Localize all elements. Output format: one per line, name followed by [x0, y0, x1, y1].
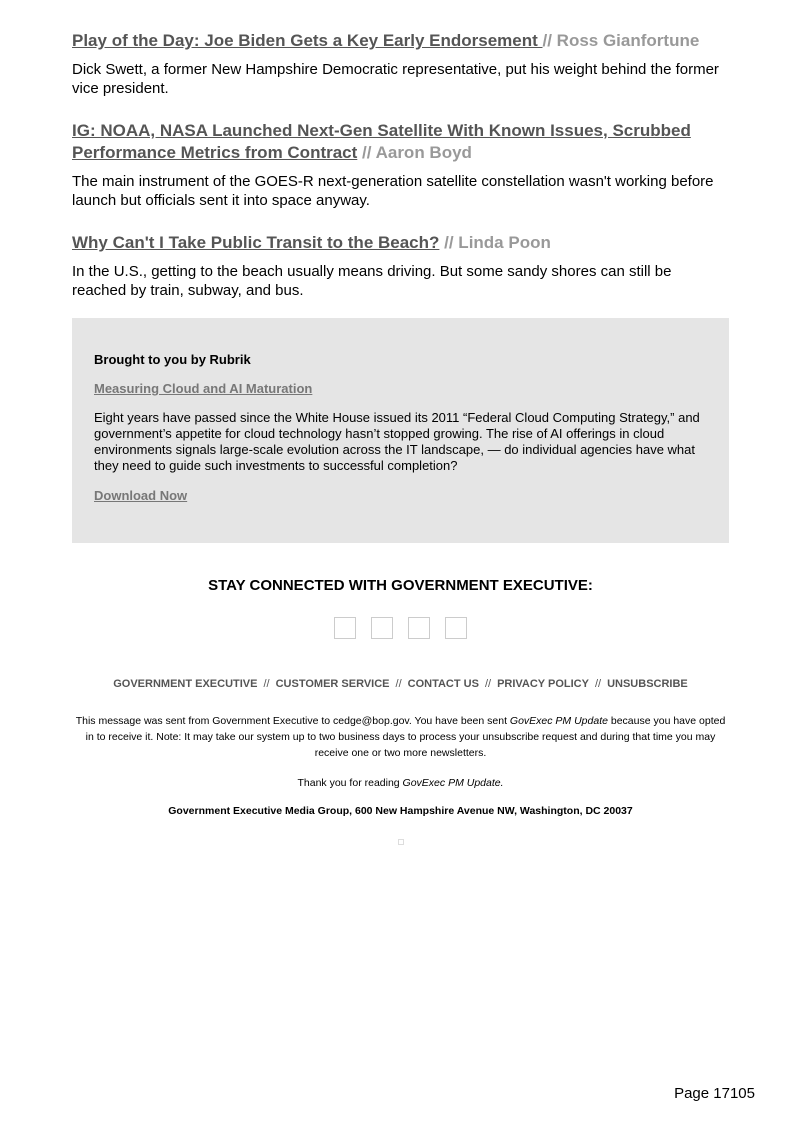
footer-link-unsubscribe[interactable]: UNSUBSCRIBE	[607, 678, 688, 690]
article-summary: The main instrument of the GOES-R next-generation satellite constellation wasn't working before launch but officials sent it into space anyway.	[72, 173, 714, 209]
footer-link-customer-service[interactable]: CUSTOMER SERVICE	[275, 678, 390, 690]
article-headline	[72, 232, 729, 254]
footer-separator: //	[594, 678, 602, 690]
footer-link-contact-us[interactable]: CONTACT US	[407, 678, 479, 690]
footer-separator: //	[484, 678, 492, 690]
sponsor-label: Brought to you by Rubrik	[94, 352, 251, 367]
article-item	[72, 232, 729, 300]
rss-icon[interactable]	[445, 617, 467, 639]
footer-fine-print	[72, 713, 729, 761]
article-summary: In the U.S., getting to the beach usually means driving. But some sandy shores can still be reached by train, subway, and bus.	[72, 263, 672, 299]
linkedin-icon[interactable]	[408, 617, 430, 639]
stay-connected-heading: STAY CONNECTED WITH GOVERNMENT EXECUTIVE:	[208, 577, 593, 594]
article-byline: // Aaron Boyd	[362, 143, 472, 162]
footer-separator: //	[395, 678, 402, 690]
page-number: Page 17105	[674, 1085, 755, 1102]
article-headline-link[interactable]: IG: NOAA, NASA Launched Next-Gen Satellite With Known Issues, Scrubbed Performance Metrics from Contract	[72, 121, 691, 162]
footer-link-government-executive[interactable]: GOVERNMENT EXECUTIVE	[113, 678, 258, 690]
newsletter-name: GovExec PM Update.	[402, 777, 504, 789]
facebook-icon[interactable]	[334, 617, 356, 639]
footer-separator: //	[263, 678, 270, 690]
thanks-text: Thank you for reading	[297, 777, 403, 789]
article-byline: // Ross Gianfortune	[542, 31, 700, 50]
twitter-icon[interactable]	[371, 617, 393, 639]
article-byline: // Linda Poon	[444, 233, 551, 252]
sponsor-text: Eight years have passed since the White House issued its 2011 “Federal Cloud Computing Strategy,” and government’s appetite for cloud technology hasn’t stopped growing. The rise of AI offerings in cloud environments signals large-scale evolution across the IT landscape, — do individual agencies have what they need to guide such investments to successful completion?	[94, 410, 700, 473]
newsletter-content	[72, 30, 729, 845]
sponsor-box	[72, 318, 729, 543]
fine-print-text: This message was sent from Government Executive to cedge@bop.gov. You have been sent	[75, 715, 510, 727]
tracking-pixel	[398, 839, 404, 845]
fine-print-text: because you have opted in to receive it. Note: It may take our system up to two business days to process your unsubscribe request and during that time you may receive one or two more newsletters.	[85, 715, 726, 759]
sponsor-title-link[interactable]: Measuring Cloud and AI Maturation	[94, 381, 313, 396]
social-icons-row	[72, 617, 729, 639]
article-headline-link[interactable]: Play of the Day: Joe Biden Gets a Key Early Endorsement	[72, 31, 543, 50]
download-now-link[interactable]: Download Now	[94, 488, 188, 503]
thanks-line	[72, 777, 729, 789]
article-item	[72, 30, 729, 98]
article-summary: Dick Swett, a former New Hampshire Democratic representative, put his weight behind the former vice president.	[72, 61, 719, 97]
footer-nav	[72, 678, 729, 690]
footer-link-privacy-policy[interactable]: PRIVACY POLICY	[497, 678, 589, 690]
newsletter-name: GovExec PM Update	[509, 715, 608, 727]
footer-address: Government Executive Media Group, 600 New Hampshire Avenue NW, Washington, DC 20037	[168, 805, 633, 817]
article-item	[72, 120, 729, 210]
article-headline	[72, 120, 729, 164]
article-headline	[72, 30, 729, 52]
article-headline-link[interactable]: Why Can't I Take Public Transit to the Beach?	[72, 233, 440, 252]
